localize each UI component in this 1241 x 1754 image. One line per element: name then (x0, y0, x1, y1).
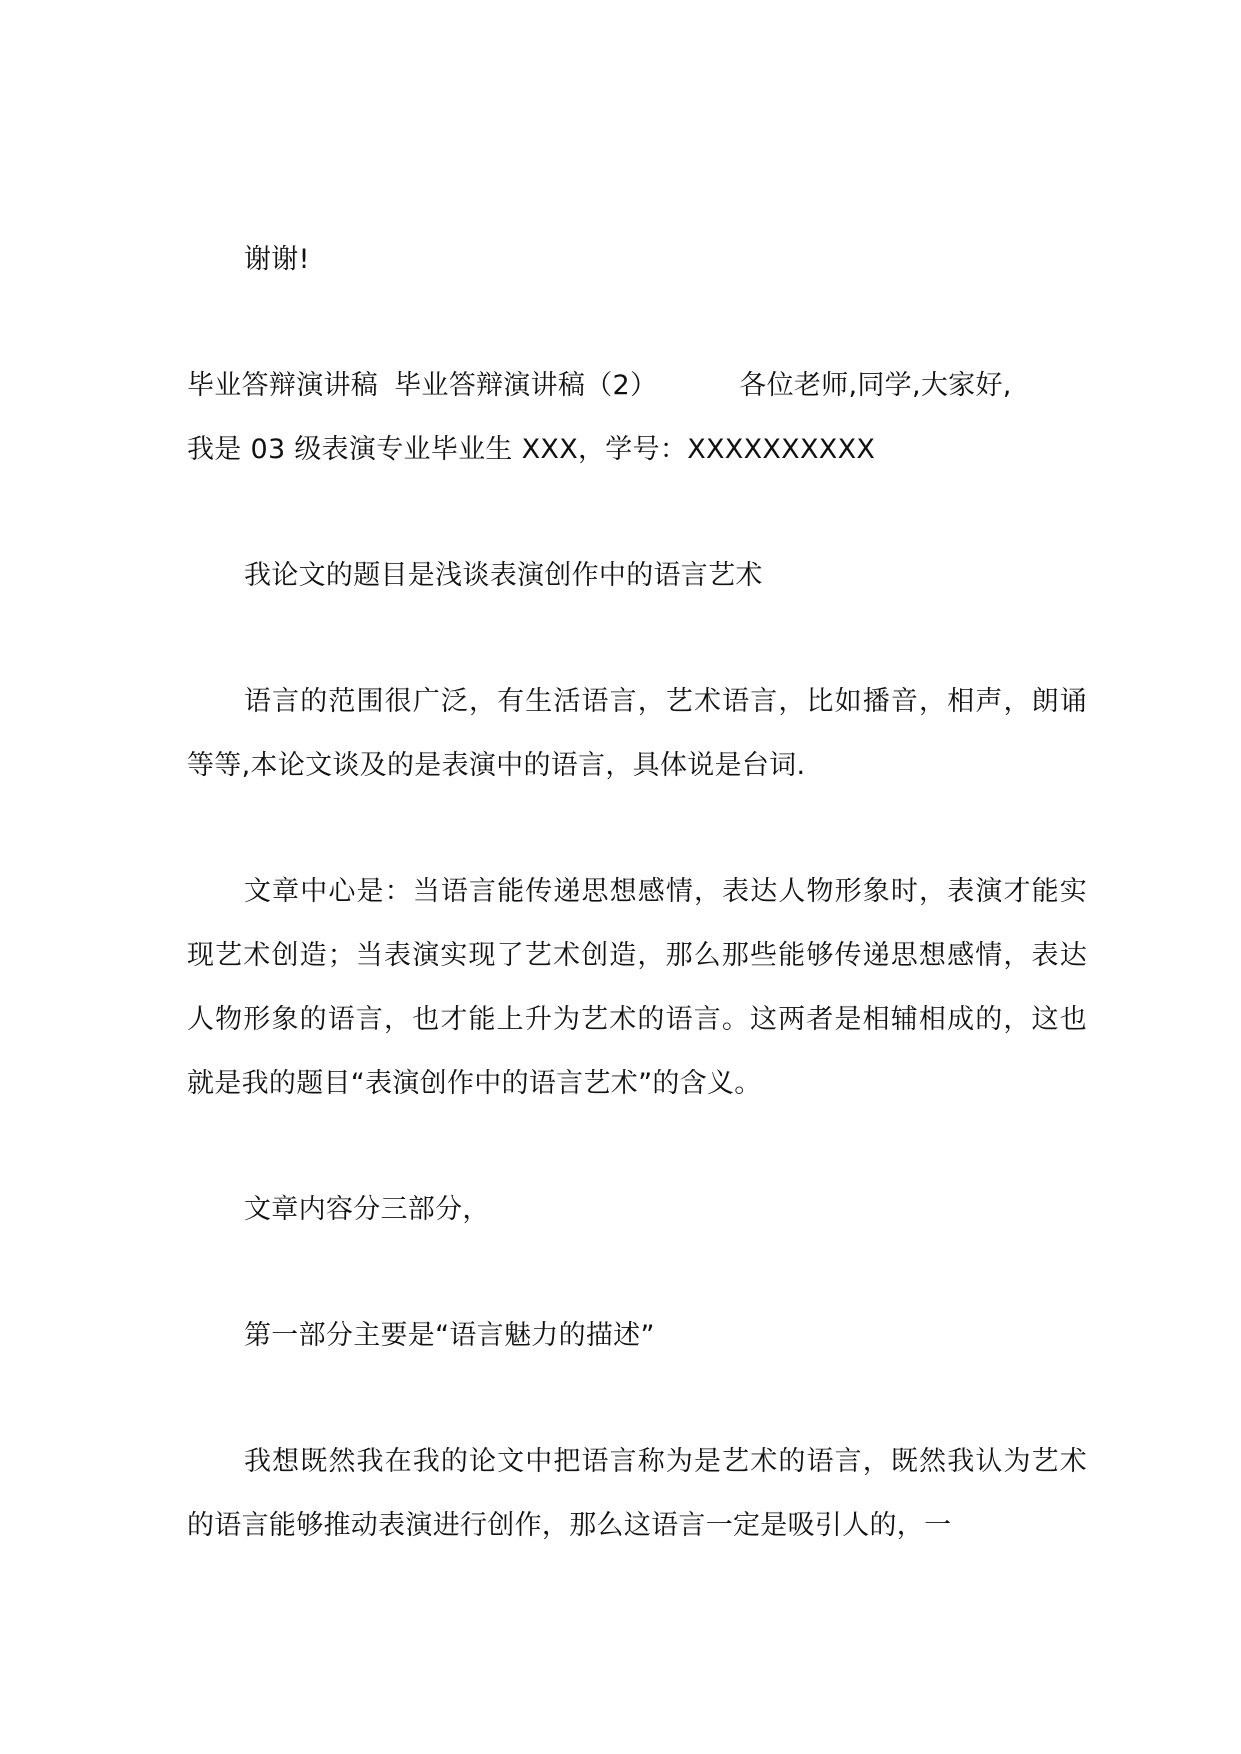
paragraph-speech-header (187, 354, 1087, 482)
paragraph-center: 文章中心是：当语言能传递思想感情，表达人物形象时，表演才能实现艺术创造；当表演实现了艺术创造，那么那些能够传递思想感情，表达人物形象的语言，也才能上升为艺术的语言。这两者是相辅相成的，这也就是我的题目“表演创作中的语言艺术”的含义。 (187, 876, 1087, 1099)
paragraph-thanks: 谢谢! (244, 244, 310, 275)
self-introduction: 我是 03 级表演专业毕业生 XXX，学号：XXXXXXXXXX (187, 434, 876, 465)
paragraph-scope: 语言的范围很广泛，有生活语言，艺术语言，比如播音，相声，朗诵等等,本论文谈及的是表演中的语言，具体说是台词. (187, 686, 1087, 781)
paragraph-idea: 我想既然我在我的论文中把语言称为是艺术的语言，既然我认为艺术的语言能够推动表演进行创作，那么这语言一定是吸引人的，一 (187, 1446, 1087, 1541)
document-body (187, 228, 1087, 1620)
greeting-text: 各位老师,同学,大家好, (739, 370, 1012, 401)
speech-title-2: 毕业答辩演讲稿（2） (394, 370, 658, 401)
paragraph-parts: 文章内容分三部分， (244, 1194, 490, 1225)
paragraph-topic: 我论文的题目是浅谈表演创作中的语言艺术 (244, 560, 763, 591)
paragraph-part-one: 第一部分主要是“语言魅力的描述” (244, 1320, 655, 1351)
speech-title-1: 毕业答辩演讲稿 (187, 370, 379, 401)
